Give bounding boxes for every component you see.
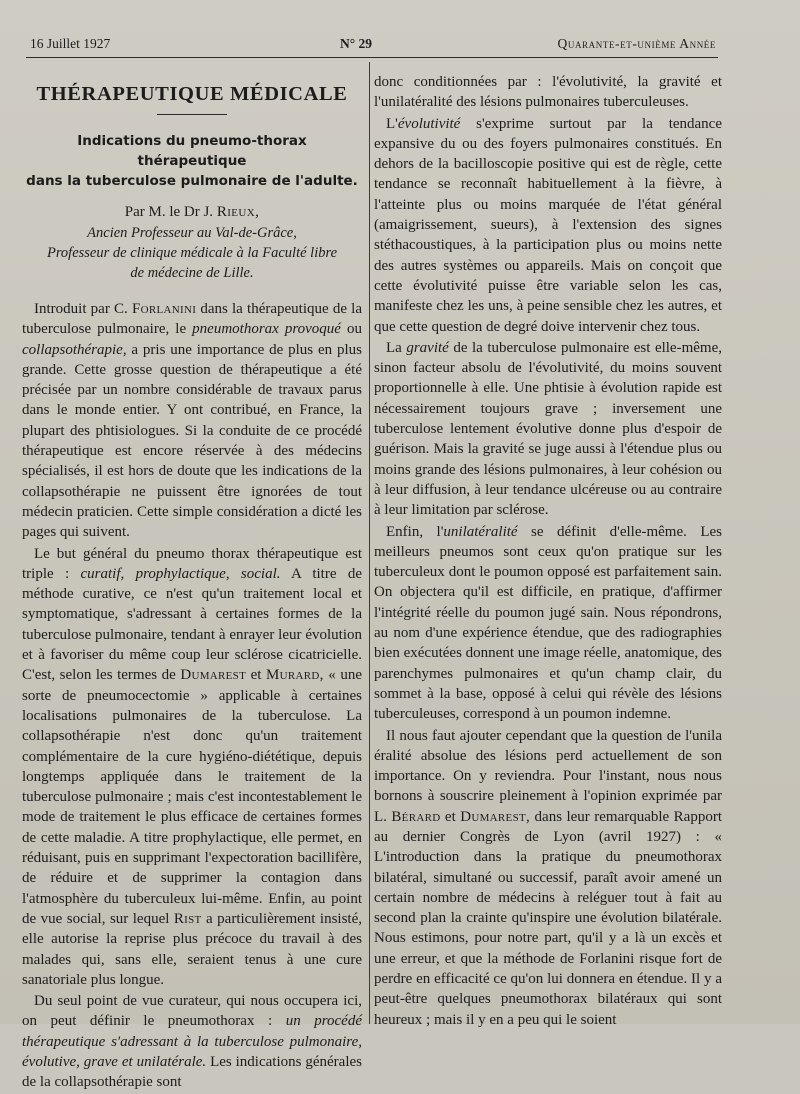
text-run: et (246, 667, 267, 684)
emphasis: curatif, prophylactique, social. (80, 565, 281, 582)
author-ref: Dumarest (180, 667, 247, 684)
publication-year: Quarante-et-unième Année (557, 36, 716, 51)
text-run: Le but général du pneumo thorax thérapeutique est triple : (22, 545, 362, 582)
header-rule (26, 57, 718, 58)
text-run: ou (340, 321, 363, 338)
text-run: « une sorte de pneumocectomie » applicable à certaines localisations pulmonaires de la tuberculose. La collapsothérapie n'est donc qu'un traitement complémentaire de la cure hygiéno-diététique, depuis longtemps appliquée dans le traitement de la tuberculose pulmonaire ; mais c'est incontestablement le mode de traitement le plus efficace de certaines formes de cette maladie. A titre prophylactique, elle permet, en réduisant, puis en supprimant l'expectoration bacillifère, de réduire et de supprimer la contagion dans l'atmosphère du tuberculeux lui-même. Enfin, au point de vue social, sur lequel (22, 667, 362, 927)
author-ref: Forlanini (131, 301, 197, 317)
paragraph-general-aim (22, 544, 362, 991)
section-title: THÉRAPEUTIQUE MÉDICALE (36, 83, 348, 105)
author-name: Rieux, (216, 204, 260, 220)
text-run: a pris une importance de plus en plus grande. Cette grosse question de thérapeutique a été précisée par un nombre considérable de travaux parus dans le monde entier. Y ont contribué, en France, la plupart des phtisiologues. Si la conduite de ce procédé thérapeutique est encore réservée à des médecins spécialisés, il est hors de doute que les indications de la collapsothérapie ne puissent être ignorées de tout médecin praticien. Cette simple considération a dicté les pages qui suivent. (22, 341, 362, 541)
emphasis: pneumothorax provoqué (192, 321, 341, 338)
article-title-line-2: dans la tuberculose pulmonaire de l'adulte. (26, 173, 358, 189)
text-run: Il nous faut ajouter cependant que la question de l'unila éralité absolue des lésions perd actuellement de son importance. On y reviendra. Pour l'instant, nous nous bornons à souscrire pleinement à l'opinion exprimée par L. (374, 727, 722, 825)
emphasis: gravité (406, 339, 449, 356)
page-header (30, 36, 716, 56)
text-run: Du seul point de vue curateur, qui nous occupera ici, on peut définir le pneumothorax : (22, 993, 362, 1030)
author-ref: Bérard (391, 808, 441, 825)
text-run: s'exprime surtout par la tendance expansive du ou des foyers pulmonaires constitués. En dehors de la bacilloscopie positive qui est de règle, cette tendance se reconnaît habituellement à la fièvre, à l'atteinte plus ou moins marquée de l'état général (amaigrissement, sueurs), à l'extension des signes stéthacoustiques, à la participation plus ou moins nette des autres systèmes ou appareils. Mais on conçoit que cette évolutivité puisse être variable selon les cas, manifeste chez les uns, à peine sensible chez les autres, et que cette question de degré doive intervenir chez tous. (374, 115, 722, 335)
byline (22, 201, 362, 223)
emphasis: un procédé thérapeutique s'adressant à la tuberculose pulmonaire, évolutive, grave et unilatérale. (22, 1013, 362, 1070)
right-column (374, 72, 722, 1031)
text-run: L' (386, 115, 398, 132)
affiliation-line-3: de médecine de Lille. (130, 265, 254, 281)
text-run: La (386, 339, 407, 356)
paragraph-continuation: donc conditionnées par : l'évolutivité, la gravité et l'unilatéralité des lésions pulmonaires tuberculeuses. (374, 74, 722, 111)
text-run: dans leur remarquable Rapport au dernier Congrès de Lyon (avril 1927) : « L'introduction dans la pratique du pneumothorax bilatéral, simultané ou successif, paraît avoir amené un certain nombre de médecins à reléguer tout à fait au second plan la crainte qu'inspire une évolution bilatérale. Nous estimons, pour notre part, qu'il y a là un excès et une erreur, et que la méthode de Forlanini risque fort de perdre en efficacité ce qu'on lui donnera en étendue. Il y a peut-être quelques pneumothorax bilatéraux qui sont heureux ; mais il y en a peu qui le soient (374, 808, 722, 1028)
author-ref: Rist (173, 910, 202, 927)
section-rule (157, 114, 227, 115)
paragraph-bilateral (374, 726, 722, 1030)
article-title (22, 131, 362, 191)
emphasis: unilatéralité (443, 523, 518, 540)
text-run: se définit d'elle-même. Les meilleurs pneumos sont ceux qu'on pratique sur les tuberculeux dont le poumon opposé est parfaitement sain. On objectera qu'il est difficile, en pratique, d'affirmer l'intégrité réelle du poumon jugé sain. Nous répondrons, au nom d'une expérience étendue, que des radiographies bien exécutées donnent une image réelle, anatomique, des parenchymes pulmonaires et qu'un champ clair, du sommet à la base, opposé à celui qui révèle des lésions tuberculeuses, correspond à un poumon indemne. (374, 523, 723, 723)
text-run: Les indications générales de la collapsothérapie sont (22, 1053, 362, 1091)
text-run: de la tuberculose pulmonaire est elle-même, sinon facteur absolu de l'évolutivité, du moins souvent proportionnelle à elle. Une phtisie à évolution rapide est nécessairement toujours grave ; inversement une tuberculose lentement évolutive donne plus d'espoir de guérison. Mais la gravité se juge aussi à l'étendue plus ou moins grande des lésions pulmonaires, à leur cohésion ou à leur diffusion, à leur tendance ulcéreuse ou au contraire à leur limitation par sclérose. (374, 339, 722, 519)
paragraph-gravite (374, 338, 722, 521)
byline-prefix: Par M. le Dr J. (124, 204, 217, 220)
paragraph-unilateralite (374, 522, 722, 725)
author-ref: Dumarest, (460, 808, 531, 825)
paragraph-evolutivite (374, 114, 722, 337)
paragraph-definition (22, 991, 362, 1092)
paragraph-introduction (22, 299, 362, 543)
text-run: A titre de méthode curative, ce n'est qu'un traitement local et symptomatique, s'adressant à certaines formes de la tuberculose pulmonaire, tendant à enrayer leur évolution et à favoriser du même coup leur sclérose cicatricielle. C'est, selon les termes de (22, 565, 362, 684)
left-column (22, 72, 362, 1094)
issue-date: 16 Juillet 1927 (30, 36, 111, 51)
author-ref: Murard, (266, 667, 324, 684)
author-affiliation (22, 223, 362, 283)
affiliation-line-1: Ancien Professeur au Val-de-Grâce, (87, 225, 297, 241)
text-run: et (440, 808, 461, 825)
text-run: Introduit par C. (34, 301, 132, 317)
text-run: dans la thérapeutique de la tuberculose pulmonaire, le (22, 301, 362, 338)
text-run: a particulièrement insisté, elle autorise la reprise plus précoce du travail à des malades qui, sans elle, seraient tenus à une cure sanatoriale plus longue. (22, 910, 362, 988)
article-title-line-1: Indications du pneumo-thorax thérapeutique (77, 133, 307, 169)
issue-number: N° 29 (340, 36, 373, 51)
emphasis: collapsothérapie, (22, 341, 127, 358)
affiliation-line-2: Professeur de clinique médicale à la Faculté libre (46, 245, 338, 261)
column-divider (369, 62, 370, 1024)
text-run: Enfin, l' (386, 523, 444, 540)
emphasis: évolutivité (397, 115, 461, 132)
